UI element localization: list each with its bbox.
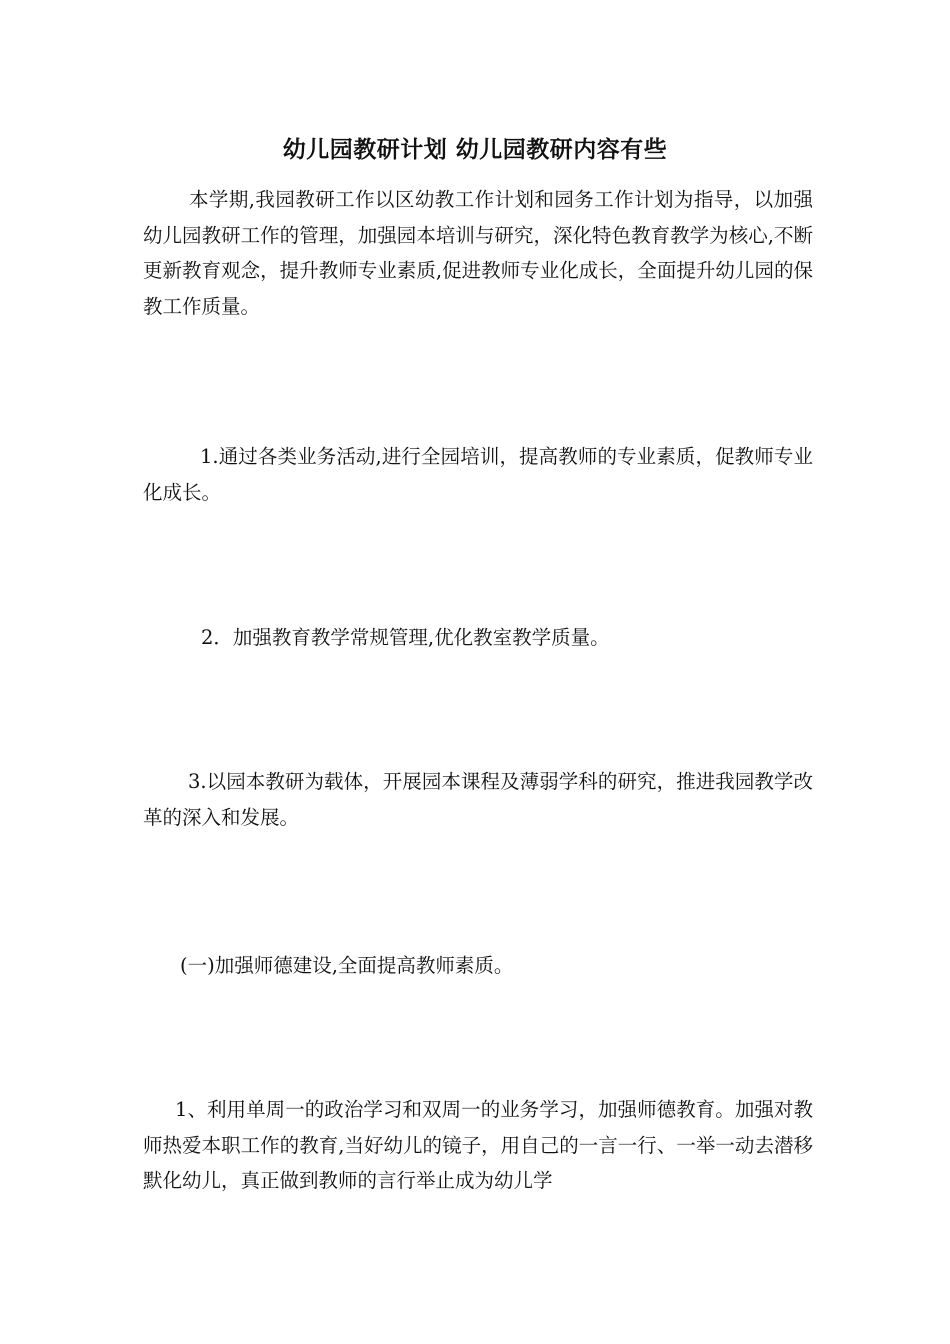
document-title: 幼儿园教研计划 幼儿园教研内容有些 <box>282 137 668 163</box>
goal-1-paragraph: 1.通过各类业务活动,进行全园培训，提高教师的专业素质，促教师专业化成长。 <box>143 445 813 504</box>
goal-3-paragraph: 3.以园本教研为载体，开展园本课程及薄弱学科的研究，推进我园教学改革的深入和发展。 <box>143 770 813 829</box>
goal-2-paragraph: 2．加强教育教学常规管理,优化教室教学质量。 <box>201 626 610 649</box>
intro-paragraph: 本学期,我园教研工作以区幼教工作计划和园务工作计划为指导，以加强幼儿园教研工作的管理，加强园本培训与研究，深化特色教育教学为核心,不断更新教育观念，提升教师专业素质,促进教师专业化成长，全面提升幼儿园的保教工作质量。 <box>143 188 813 318</box>
section-1-heading: (一)加强师德建设,全面提高教师素质。 <box>180 954 514 977</box>
item-1-paragraph: 1、利用单周一的政治学习和双周一的业务学习，加强师德教育。加强对教师热爱本职工作的教育,当好幼儿的镜子，用自己的一言一行、一举一动去潜移默化幼儿，真正做到教师的言行举止成为幼儿学 <box>143 1098 813 1192</box>
